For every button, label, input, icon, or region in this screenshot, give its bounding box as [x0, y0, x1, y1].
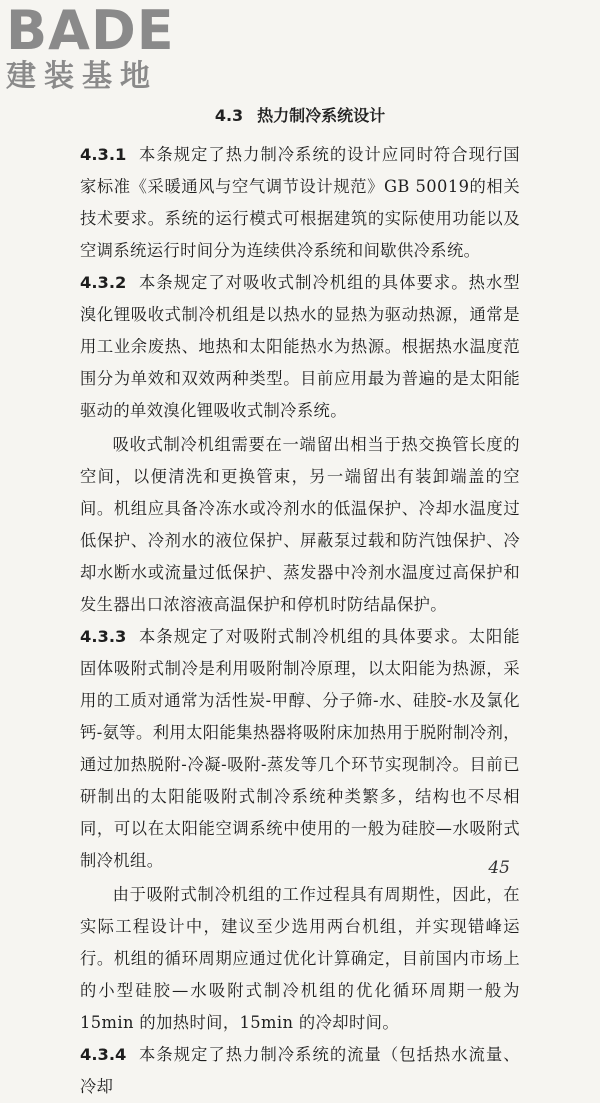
- clause-text: 本条规定了对吸附式制冷机组的具体要求。太阳能固体吸附式制冷是利用吸附制冷原理，以太阳能为热源，采用的工质对通常为活性炭-甲醇、分子筛-水、硅胶-水及氯化钙-氨等。利用太阳能集热器将吸附床加热用于脱附制冷剂，通过加热脱附-冷凝-吸附-蒸发等几个环节实现制冷。目前已研制出的太阳能吸附式制冷系统种类繁多，结构也不尽相同，可以在太阳能空调系统中使用的一般为硅胶—水吸附式制冷机组。: [80, 627, 520, 870]
- section-number: 4.3: [214, 106, 244, 125]
- logo-wordmark: BADE: [6, 0, 175, 62]
- section-heading: [0, 103, 600, 126]
- clause-number: 4.3.4: [80, 1045, 127, 1064]
- paragraph-text: 吸收式制冷机组需要在一端留出相当于热交换管长度的空间，以便清洗和更换管束，另一端留出有装卸端盖的空间。机组应具备冷冻水或冷剂水的低温保护、冷却水温度过低保护、冷剂水的液位保护、屏蔽泵过载和防汽蚀保护、冷却水断水或流量过低保护、蒸发器中冷剂水温度过高保护和发生器出口浓溶液高温保护和停机时防结晶保护。: [80, 435, 520, 614]
- section-title: 热力制冷系统设计: [257, 106, 386, 125]
- page-number: 45: [488, 858, 510, 878]
- clause-4-3-2: [80, 267, 520, 427]
- clause-4-3-3: [80, 621, 520, 877]
- clause-text: 本条规定了热力制冷系统的流量（包括热水流量、冷却: [80, 1045, 520, 1096]
- clause-4-3-1: [80, 139, 520, 267]
- clause-text: 本条规定了热力制冷系统的设计应同时符合现行国家标准《采暖通风与空气调节设计规范》GB 50019的相关技术要求。系统的运行模式可根据建筑的实际使用功能以及空调系统运行时间分为连续供冷系统和间歇供冷系统。: [80, 145, 520, 260]
- clause-text: 本条规定了对吸收式制冷机组的具体要求。热水型溴化锂吸收式制冷机组是以热水的显热为驱动热源，通常是用工业余废热、地热和太阳能热水为热源。根据热水温度范围分为单效和双效两种类型。目前应用最为普遍的是太阳能驱动的单效溴化锂吸收式制冷系统。: [80, 273, 520, 420]
- clause-number: 4.3.2: [80, 273, 127, 292]
- clause-4-3-4: [80, 1039, 520, 1103]
- logo: [6, 0, 175, 94]
- clause-number: 4.3.3: [80, 627, 127, 646]
- paragraph-adsorption-cycle: [80, 879, 520, 1039]
- document-body: [80, 139, 520, 1103]
- clause-number: 4.3.1: [80, 145, 127, 164]
- logo-subtitle: 建装基地: [6, 59, 158, 94]
- paragraph-text: 由于吸附式制冷机组的工作过程具有周期性，因此，在实际工程设计中，建议至少选用两台机组，并实现错峰运行。机组的循环周期应通过优化计算确定，目前国内市场上的小型硅胶—水吸附式制冷机组的优化循环周期一般为 15min 的加热时间，15min 的冷却时间。: [80, 885, 520, 1032]
- paragraph-absorption-requirements: [80, 429, 520, 621]
